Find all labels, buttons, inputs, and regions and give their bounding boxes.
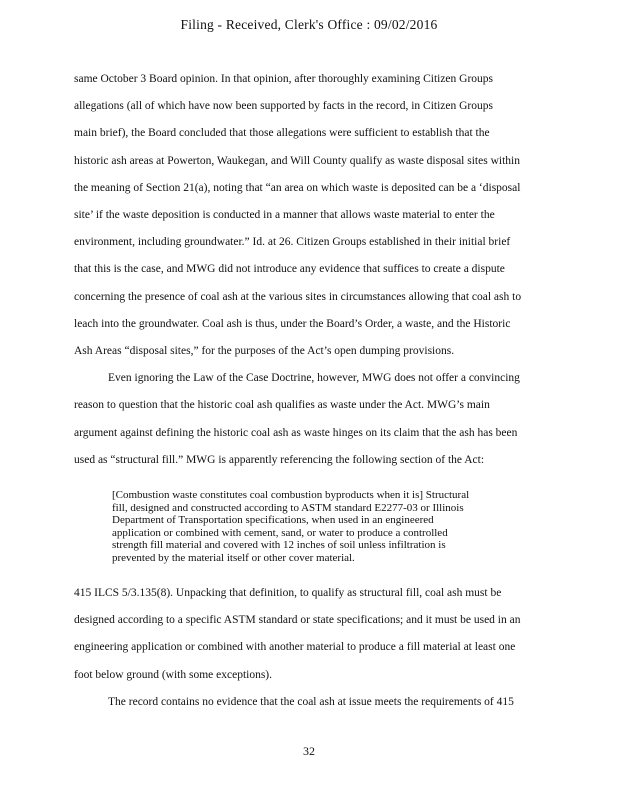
quote-line: Department of Transportation specifications, when used in an engineered <box>112 514 434 527</box>
text-line: same October 3 Board opinion. In that opinion, after thoroughly examining Citizen Groups <box>74 73 494 85</box>
text-line: designed according to a specific ASTM standard or state specifications; and it must be used in an <box>74 614 521 627</box>
paragraph-1 <box>74 66 601 365</box>
text-line: concerning the presence of coal ash at the various sites in circumstances allowing that coal ash to <box>74 290 522 303</box>
block-quote <box>112 489 572 565</box>
text-line: reason to question that the historic coal ash qualifies as waste under the Act. MWG’s main <box>74 399 490 412</box>
text-line: 415 ILCS 5/3.135(8). Unpacking that definition, to qualify as structural fill, coal ash must be <box>74 587 502 599</box>
filing-header: Filing - Received, Clerk's Office : 09/02/2016 <box>180 17 438 32</box>
quote-line: application or combined with cement, sand, or water to produce a controlled <box>112 526 448 539</box>
quote-line: [Combustion waste constitutes coal combustion byproducts when it is] Structural <box>112 489 470 501</box>
body-text-bottom <box>74 580 601 716</box>
text-line: main brief), the Board concluded that those allegations were sufficient to establish that the <box>74 127 490 140</box>
quote-line: prevented by the material itself or other cover material. <box>112 551 355 564</box>
text-line: engineering application or combined with another material to produce a fill material at least one <box>74 641 516 654</box>
text-line: site’ if the waste deposition is conducted in a manner that allows waste material to enter the <box>74 209 495 222</box>
quote-line: fill, designed and constructed according to ASTM standard E2277-03 or Illinois <box>112 501 464 514</box>
quote-line: strength fill material and covered with 12 inches of soil unless infiltration is <box>112 539 446 552</box>
text-line: leach into the groundwater. Coal ash is thus, under the Board’s Order, a waste, and the Historic <box>74 317 511 330</box>
text-line: used as “structural fill.” MWG is apparently referencing the following section of the Act: <box>74 453 485 466</box>
body-text-top <box>74 66 601 474</box>
text-line: foot below ground (with some exceptions). <box>74 668 273 681</box>
text-line: the meaning of Section 21(a), noting that “an area on which waste is deposited can be a ‘disposal <box>74 181 521 194</box>
text-line: that this is the case, and MWG did not introduce any evidence that suffices to create a dispute <box>74 263 505 276</box>
paragraph-2 <box>74 365 601 474</box>
text-line: argument against defining the historic coal ash as waste hinges on its claim that the ash has been <box>74 426 518 439</box>
text-line: Ash Areas “disposal sites,” for the purposes of the Act’s open dumping provisions. <box>74 345 455 358</box>
text-line: environment, including groundwater.” Id. at 26. Citizen Groups established in their initial brief <box>74 236 511 249</box>
paragraph-3 <box>74 580 601 689</box>
text-line: allegations (all of which have now been supported by facts in the record, in Citizen Groups <box>74 100 493 113</box>
text-line: historic ash areas at Powerton, Waukegan, and Will County qualify as waste disposal sites within <box>74 154 520 167</box>
paragraph-4 <box>74 689 601 716</box>
text-line: The record contains no evidence that the coal ash at issue meets the requirements of 415 <box>108 695 514 708</box>
page-number: 32 <box>303 744 315 758</box>
text-line: Even ignoring the Law of the Case Doctrine, however, MWG does not offer a convincing <box>108 372 520 385</box>
